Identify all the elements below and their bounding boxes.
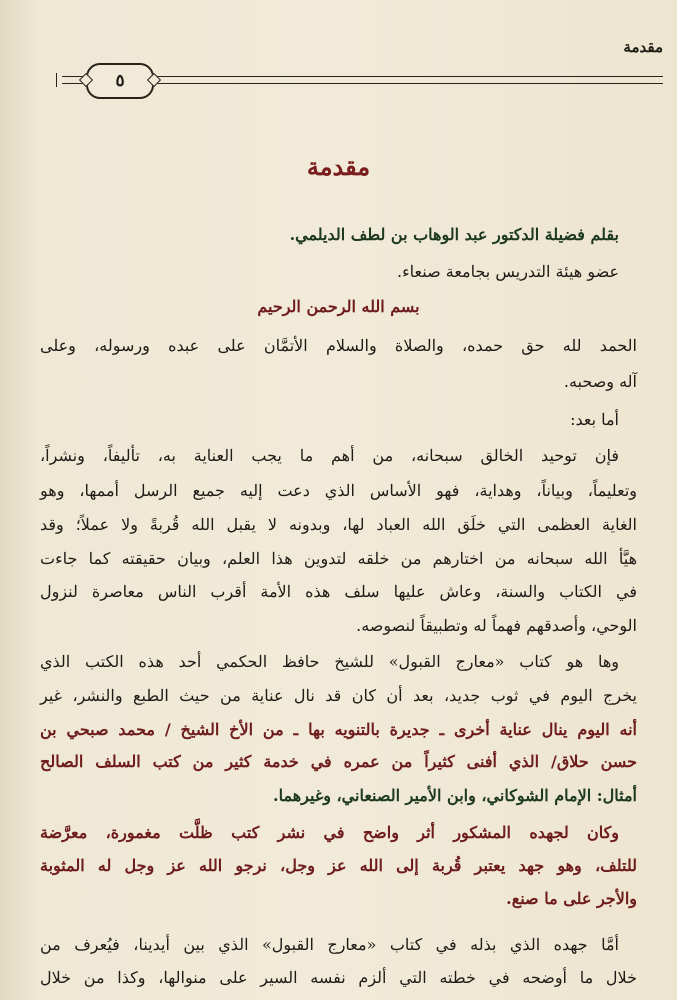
basmala: بسم الله الرحمن الرحيم (257, 297, 420, 316)
text-line: للتلف، وهو جهد يعتبر قُربة إلى الله عز وجل، نرجو الله عز وجل له المثوبة (40, 856, 637, 875)
text-line: وها هو كتاب «معارج القبول» للشيخ حافظ الحكمي أحد هذه الكتب الذي (40, 652, 619, 671)
text-line: فإن توحيد الخالق سبحانه، من أهم ما يجب العناية به، تأليفاً، ونشراً، (40, 446, 619, 465)
page-number: ٥ (115, 71, 125, 91)
page-number-ornament (86, 63, 154, 99)
text-line: أنه اليوم ينال عناية أخرى ـ جديرة بالتنويه بها ـ من الأخ الشيخ / محمد صبحي بن (40, 720, 637, 739)
header-rule-end-cap (56, 73, 63, 87)
text-line: أمثال: الإمام الشوكاني، وابن الأمير الصنعاني، وغيرهما. (273, 786, 637, 805)
text-line: أمَّا جهده الذي بذله في كتاب «معارج القبول» الذي بين أيدينا، فيُعرف من (40, 935, 619, 954)
text-line: وتعليماً، وبياناً، وهداية، فهو الأساس الذي دعت إليه جميع الرسل أممها، وهو (40, 481, 638, 500)
author-byline: بقلم فضيلة الدكتور عبد الوهاب بن لطف الديلمي. (289, 225, 619, 244)
running-header-title: مقدمة (623, 38, 663, 56)
text-line: والأجر على ما صنع. (506, 889, 637, 908)
text-line: الغاية العظمى التي خلَق الله العباد لها، وبدونه لا يقبل الله قُربةً ولا عملاً؛ وقد (40, 515, 637, 534)
text-line: آله وصحبه. (563, 372, 637, 391)
section-title: مقدمة (306, 152, 371, 181)
text-line: خلال ما أوضحه في خطته التي ألزم نفسه السير على منوالها، وكذا من خلال (40, 968, 637, 987)
author-affiliation: عضو هيئة التدريس بجامعة صنعاء. (397, 262, 619, 281)
text-line: هيَّأ الله سبحانه من اختارهم من خلقه لتدوين هذا العلم، وبيان حقيقته كما جاءت (40, 549, 638, 568)
text-line: الحمد لله حق حمده، والصلاة والسلام الأتمَّان على عبده ورسوله، وعلى (40, 336, 637, 355)
text-line: في الكتاب والسنة، وعاش عليها سلف هذه الأمة أقرب الناس معاصرة لنزول (40, 582, 637, 601)
text-line: أما بعد: (570, 410, 619, 429)
text-line: حسن حلاق/ الذي أفنى كثيراً من عمره في خدمة كثير من كتب السلف الصالح (40, 752, 637, 771)
text-line: وكان لجهده المشكور أثر واضح في نشر كتب ظلَّت مغمورة، معرَّضة (40, 823, 619, 842)
text-line: الوحي، وأصدقهم فهماً له وتطبيقاً لنصوصه. (356, 616, 637, 635)
text-line: يخرج اليوم في ثوب جديد، بعد أن كان قد نال عناية من حيث الطبع والنشر، غير (40, 686, 637, 705)
